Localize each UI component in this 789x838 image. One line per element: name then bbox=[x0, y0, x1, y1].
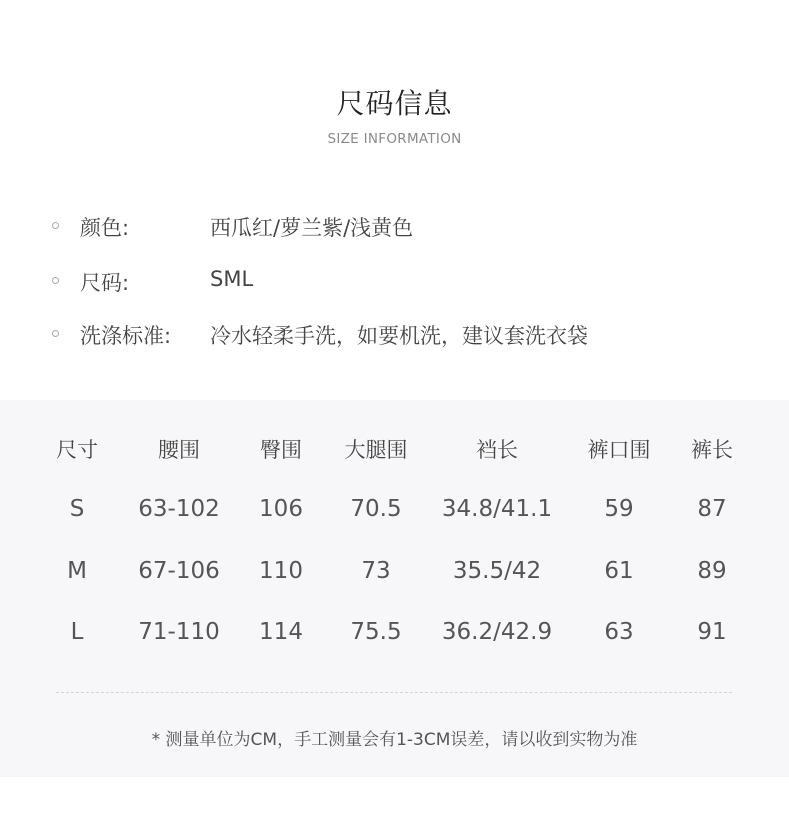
table-cell: 114 bbox=[259, 619, 303, 645]
info-row-color bbox=[0, 212, 789, 242]
info-label: 洗涤标准: bbox=[80, 324, 172, 348]
info-label: 尺码: bbox=[80, 271, 130, 295]
table-cell: 63 bbox=[604, 619, 634, 645]
table-cell: 91 bbox=[697, 619, 727, 645]
page-header bbox=[0, 0, 789, 180]
bullet-icon bbox=[52, 222, 59, 229]
info-value: SML bbox=[210, 267, 254, 291]
table-cell: 71-110 bbox=[138, 619, 220, 645]
table-cell: 89 bbox=[697, 558, 727, 584]
table-header-cell: 裆长 bbox=[476, 438, 518, 462]
table-cell: 106 bbox=[259, 496, 303, 522]
page-title: 尺码信息 bbox=[336, 87, 453, 120]
info-label: 颜色: bbox=[80, 216, 130, 240]
table-cell: L bbox=[70, 619, 84, 645]
table-header-cell: 裤长 bbox=[691, 438, 733, 462]
table-cell: 35.5/42 bbox=[452, 558, 542, 584]
table-cell: 70.5 bbox=[350, 496, 402, 522]
bullet-icon bbox=[52, 330, 59, 337]
table-cell: 110 bbox=[259, 558, 303, 584]
info-value: 西瓜红/萝兰紫/浅黄色 bbox=[210, 216, 414, 240]
bullet-icon bbox=[52, 277, 59, 284]
table-cell: 36.2/42.9 bbox=[441, 619, 553, 645]
table-cell: 87 bbox=[697, 496, 727, 522]
info-row-size bbox=[0, 267, 789, 297]
size-table bbox=[0, 400, 789, 777]
table-cell: 75.5 bbox=[350, 619, 402, 645]
table-header-cell: 臀围 bbox=[260, 438, 302, 462]
info-row-washing bbox=[0, 320, 789, 350]
table-header-cell: 尺寸 bbox=[56, 438, 98, 462]
page-subtitle: SIZE INFORMATION bbox=[327, 131, 462, 147]
table-cell: 34.8/41.1 bbox=[441, 496, 553, 522]
dashed-divider bbox=[56, 692, 732, 693]
info-value: 冷水轻柔手洗，如要机洗，建议套洗衣袋 bbox=[210, 324, 588, 348]
table-header-cell: 腰围 bbox=[158, 438, 200, 462]
measurement-note: * 测量单位为CM，手工测量会有1-3CM误差，请以收到实物为准 bbox=[151, 730, 638, 750]
table-cell: 63-102 bbox=[138, 496, 220, 522]
table-header-cell: 大腿围 bbox=[344, 438, 408, 462]
table-cell: S bbox=[69, 496, 85, 522]
table-cell: 67-106 bbox=[138, 558, 220, 584]
table-cell: M bbox=[67, 558, 87, 584]
table-cell: 73 bbox=[361, 558, 391, 584]
table-cell: 61 bbox=[604, 558, 634, 584]
table-header-cell: 裤口围 bbox=[587, 438, 651, 462]
table-cell: 59 bbox=[604, 496, 634, 522]
